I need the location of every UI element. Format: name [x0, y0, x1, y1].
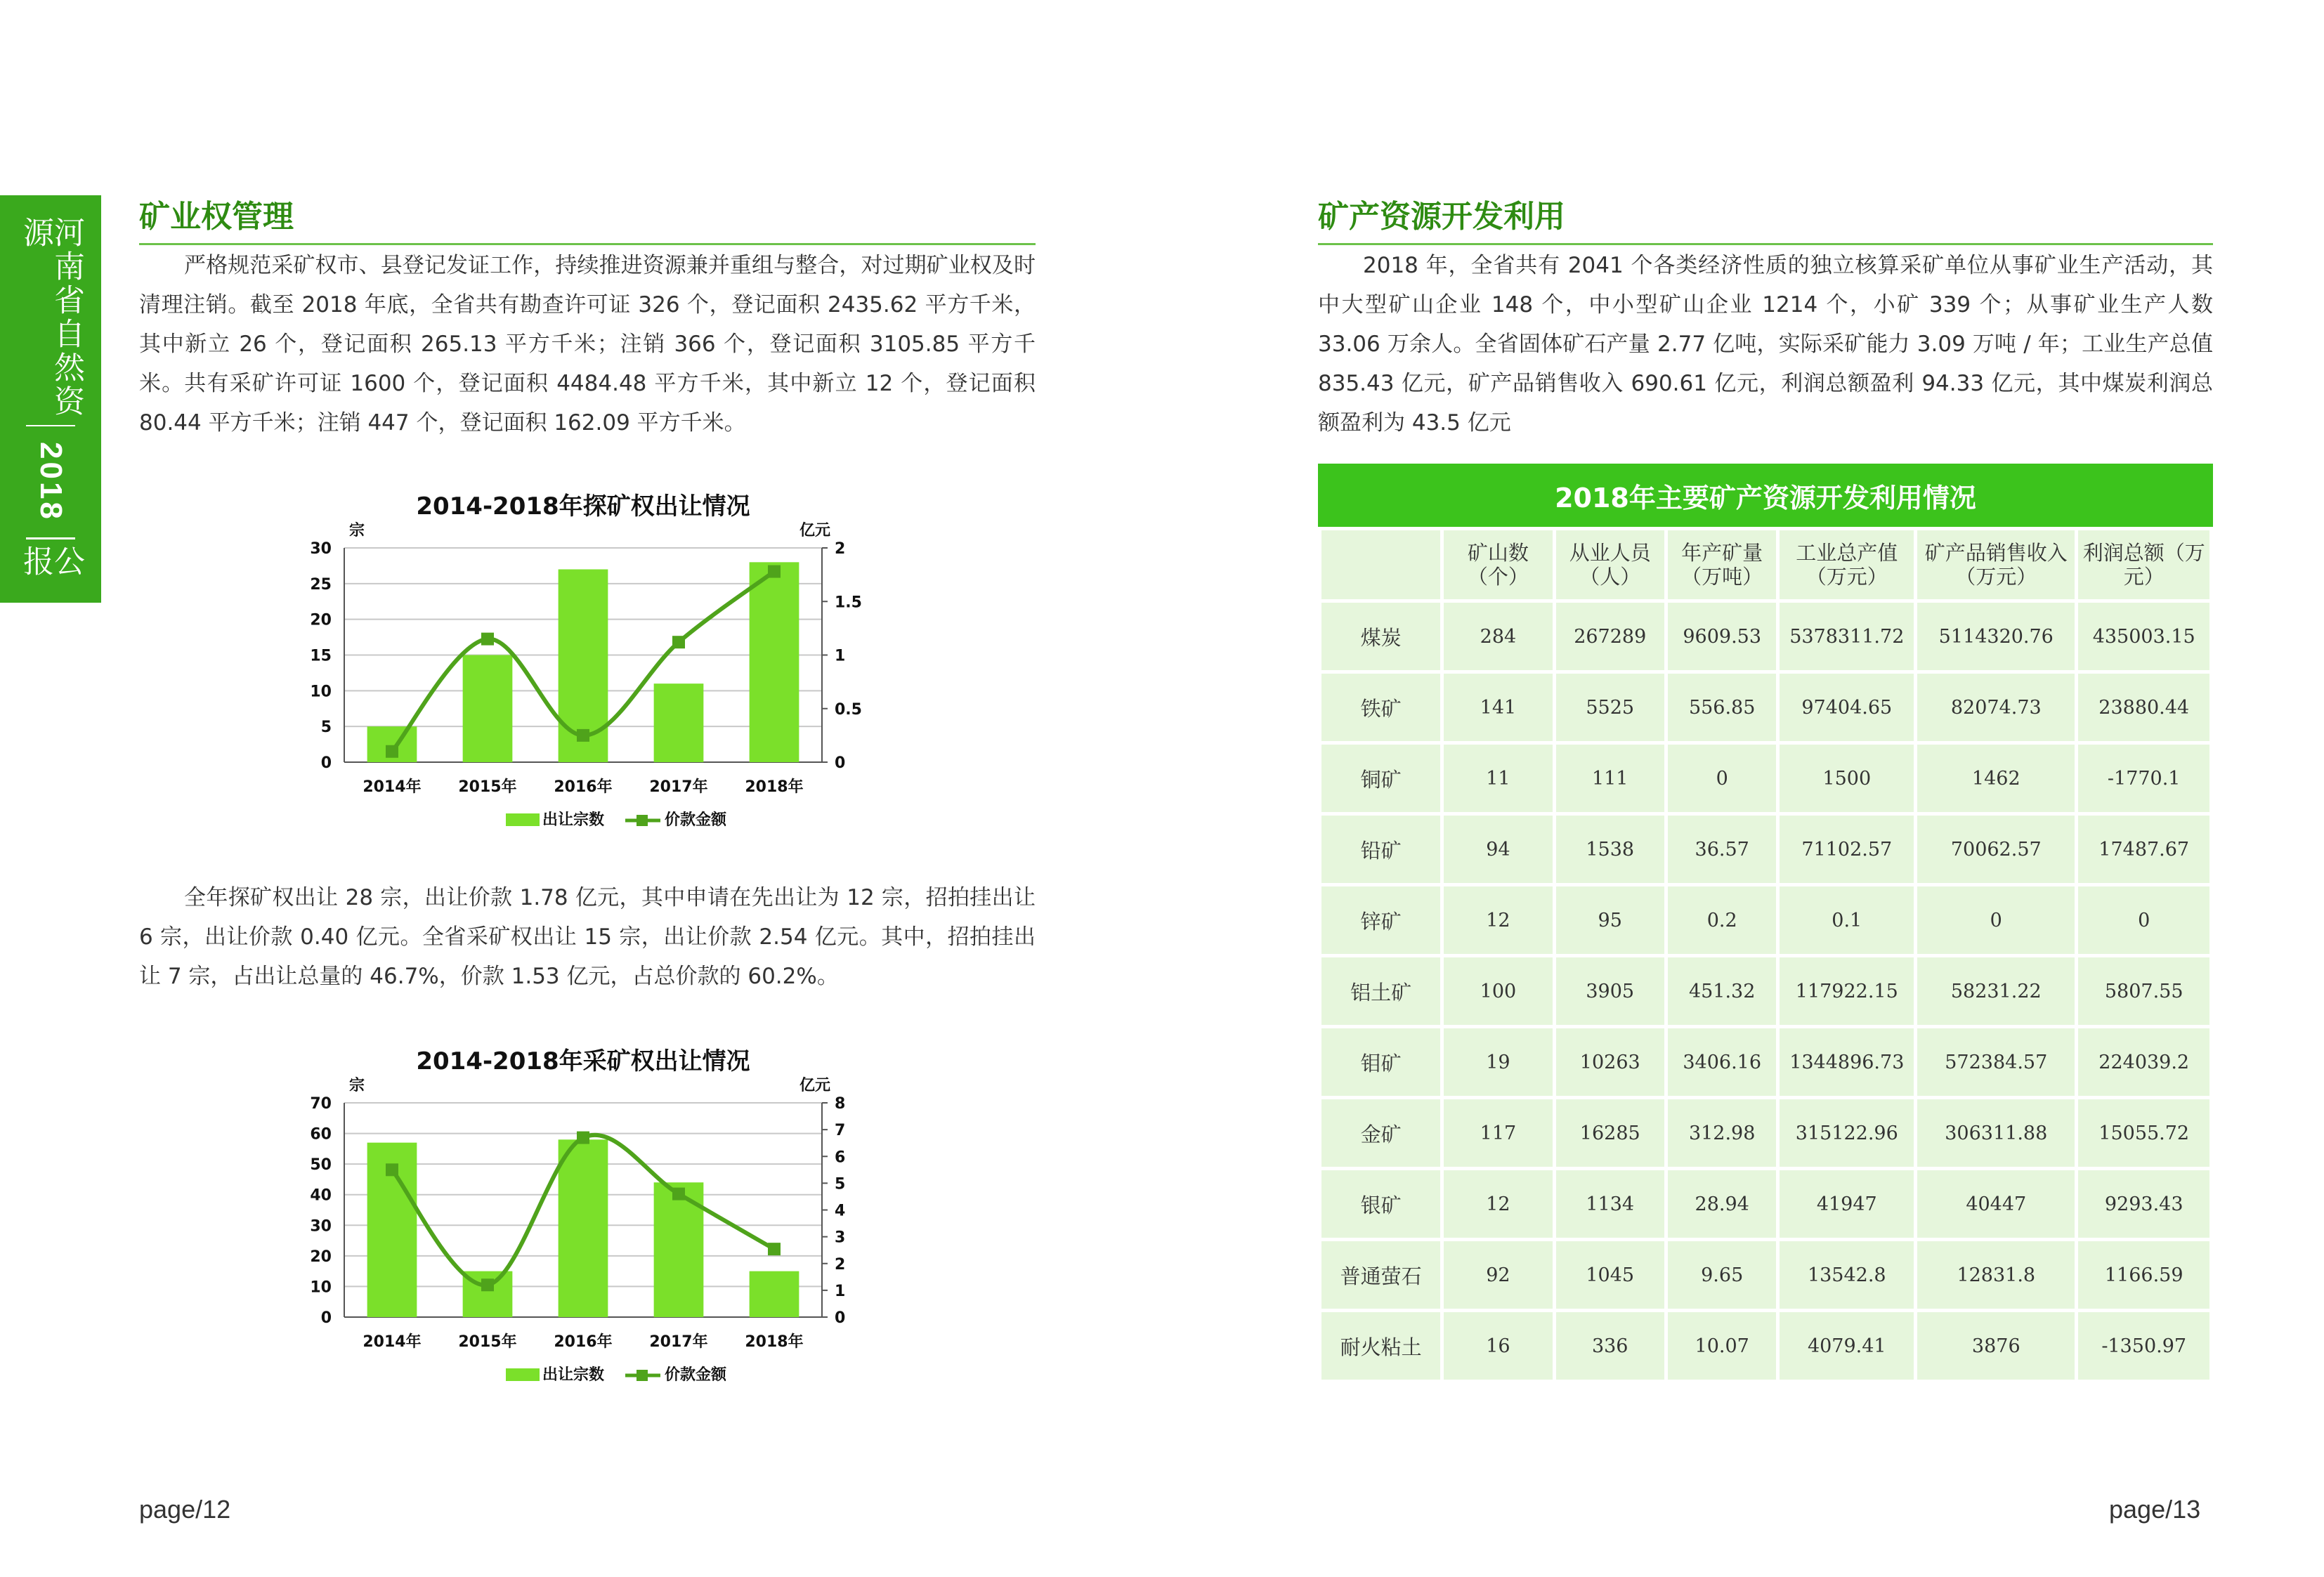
table-cell: 117 — [1442, 1098, 1554, 1169]
table-row-label: 铅矿 — [1320, 814, 1442, 885]
y-right-tick-label: 0.5 — [835, 700, 862, 719]
table-cell: 5525 — [1554, 672, 1666, 743]
table-cell: 1538 — [1554, 814, 1666, 885]
y-left-tick-label: 10 — [310, 683, 332, 701]
y-left-tick-label: 50 — [310, 1156, 332, 1174]
table-cell: 435003.15 — [2077, 601, 2212, 672]
table-cell: 82074.73 — [1916, 672, 2077, 743]
bar-2 — [463, 655, 513, 763]
y-right-tick-label: 3 — [835, 1229, 846, 1247]
table-cell: 92 — [1442, 1240, 1554, 1311]
table-cell: 12831.8 — [1916, 1240, 2077, 1311]
table-cell: 15055.72 — [2077, 1098, 2212, 1169]
table-header-cell: 矿山数（个） — [1442, 529, 1554, 601]
table-cell: 19 — [1442, 1027, 1554, 1098]
table-row — [1320, 1311, 2212, 1382]
table-cell: 0 — [2077, 885, 2212, 956]
y-left-tick-label: 15 — [310, 647, 332, 665]
table-cell: 315122.96 — [1778, 1098, 1916, 1169]
y-right-tick-label: 1 — [835, 647, 846, 665]
table-cell: 9609.53 — [1666, 601, 1778, 672]
table-cell: 13542.8 — [1778, 1240, 1916, 1311]
table-cell: 16285 — [1554, 1098, 1666, 1169]
table-cell: 4079.41 — [1778, 1311, 1916, 1382]
x-tick-label: 2018年 — [745, 1333, 804, 1351]
table-row-label: 钼矿 — [1320, 1027, 1442, 1098]
y-left-tick-label: 20 — [310, 1248, 332, 1266]
table-cell: 1045 — [1554, 1240, 1666, 1311]
line-point-3 — [577, 1132, 589, 1144]
legend-marker-line — [637, 1370, 648, 1381]
table-cell: 1500 — [1778, 743, 1916, 814]
table-cell: 0.2 — [1666, 885, 1778, 956]
y-right-tick-label: 1.5 — [835, 594, 862, 612]
paragraph-resource-utilization: 2018 年，全省共有 2041 个各类经济性质的独立核算采矿单位从事矿业生产活动，其中大型矿山企业 148 个，中小型矿山企业 1214 个，小矿 339 个；从事矿业生产人数 33.06 万余人。全省固体矿石产量 2.77 亿吨，实际采矿能力 3.09 万吨 / 年；工业生产总值 835.43 亿元，矿产品销售收入 690.61 亿元，利润总额盈利 94.33 亿元，其中煤炭利润总额盈利为 43.5 亿元 — [1318, 253, 2213, 436]
line-point-2 — [481, 1278, 494, 1291]
legend-swatch-bar — [506, 813, 540, 826]
table-row — [1320, 743, 2212, 814]
table-cell: 16 — [1442, 1311, 1554, 1382]
table-row — [1320, 956, 2212, 1027]
table-cell: 1134 — [1554, 1169, 1666, 1240]
table-title: 2018年主要矿产资源开发利用情况 — [1318, 464, 2213, 527]
page-number-left: page/12 — [139, 1495, 231, 1524]
x-tick-label: 2018年 — [745, 778, 804, 796]
table-row-label: 铜矿 — [1320, 743, 1442, 814]
table-row — [1320, 1098, 2212, 1169]
y-left-tick-label: 10 — [310, 1278, 332, 1297]
section-title-resource-utilization: 矿产资源开发利用 — [1318, 191, 2213, 245]
x-tick-label: 2016年 — [554, 778, 613, 796]
table-cell: 5378311.72 — [1778, 601, 1916, 672]
legend-swatch-bar — [506, 1368, 540, 1381]
table-cell: 1166.59 — [2077, 1240, 2212, 1311]
y-right-tick-label: 8 — [835, 1095, 846, 1113]
y-left-tick-label: 25 — [310, 575, 332, 594]
table-body — [1320, 601, 2212, 1382]
table-cell: 5114320.76 — [1916, 601, 2077, 672]
y-left-tick-label: 30 — [310, 1217, 332, 1236]
table-cell: 3905 — [1554, 956, 1666, 1027]
table-cell: 3406.16 — [1666, 1027, 1778, 1098]
table-cell: 71102.57 — [1778, 814, 1916, 885]
table-cell: 36.57 — [1666, 814, 1778, 885]
chart-exploration-rights — [295, 485, 899, 864]
bar-3 — [559, 1139, 608, 1317]
table-cell: 40447 — [1916, 1169, 2077, 1240]
table-cell: 141 — [1442, 672, 1554, 743]
mineral-utilization-table — [1318, 527, 2213, 1383]
line-point-1 — [386, 745, 398, 758]
table-row-label: 金矿 — [1320, 1098, 1442, 1169]
chart-exploration-rights-svg — [295, 485, 899, 864]
table-cell: 5807.55 — [2077, 956, 2212, 1027]
table-cell: 12 — [1442, 885, 1554, 956]
side-tab-suffix: 公报 — [18, 544, 84, 579]
table-header-cell: 利润总额（万元） — [2077, 529, 2212, 601]
bar-5 — [750, 562, 799, 762]
y-right-unit-label: 亿元 — [799, 1077, 831, 1094]
chart-mining-rights-svg — [295, 1040, 899, 1419]
table-cell: 58231.22 — [1916, 956, 2077, 1027]
table-row-label: 锌矿 — [1320, 885, 1442, 956]
chart-mining-rights — [295, 1040, 899, 1419]
table-cell: 556.85 — [1666, 672, 1778, 743]
line-point-3 — [577, 729, 589, 742]
side-tab-text: 河南省自然资源 — [18, 216, 84, 419]
line-point-1 — [386, 1163, 398, 1176]
y-left-tick-label: 20 — [310, 611, 332, 629]
chart-title: 2014-2018年采矿权出让情况 — [416, 1047, 750, 1075]
table-row — [1320, 1240, 2212, 1311]
table-cell: 9293.43 — [2077, 1169, 2212, 1240]
table-cell: 117922.15 — [1778, 956, 1916, 1027]
legend-marker-line — [637, 815, 648, 826]
table-cell: 267289 — [1554, 601, 1666, 672]
table-cell: 28.94 — [1666, 1169, 1778, 1240]
table-cell: 3876 — [1916, 1311, 2077, 1382]
x-tick-label: 2017年 — [649, 778, 708, 796]
table-cell: -1770.1 — [2077, 743, 2212, 814]
table-row — [1320, 1169, 2212, 1240]
y-right-tick-label: 4 — [835, 1202, 846, 1220]
table-cell: 111 — [1554, 743, 1666, 814]
y-left-tick-label: 60 — [310, 1125, 332, 1144]
y-left-tick-label: 5 — [320, 719, 332, 737]
table-cell: 94 — [1442, 814, 1554, 885]
paragraph-transfer: 全年探矿权出让 28 宗，出让价款 1.78 亿元，其中申请在先出让为 12 宗，招拍挂出让 6 宗，出让价款 0.40 亿元。全省采矿权出让 15 宗，出让价款 2.54 亿元。其中，招拍挂出让 7 宗，占出让总量的 46.7%，价款 1.53 亿元，占总价款的 60.2%。 — [139, 885, 1036, 989]
table-cell: 0.1 — [1778, 885, 1916, 956]
table-row-label: 煤炭 — [1320, 601, 1442, 672]
table-cell: 572384.57 — [1916, 1027, 2077, 1098]
line-point-4 — [672, 1188, 685, 1200]
table-row — [1320, 885, 2212, 956]
y-left-unit-label: 宗 — [348, 1077, 365, 1094]
table-cell: 0 — [1666, 743, 1778, 814]
x-tick-label: 2016年 — [554, 1333, 613, 1351]
chart-title: 2014-2018年探矿权出让情况 — [416, 492, 750, 521]
bar-4 — [654, 683, 704, 762]
table-header-cell: 工业总产值（万元） — [1778, 529, 1916, 601]
legend-label-bar: 出让宗数 — [542, 1366, 605, 1384]
table-header-cell — [1320, 529, 1442, 601]
table-cell: 1344896.73 — [1778, 1027, 1916, 1098]
legend-label-bar: 出让宗数 — [542, 811, 605, 829]
y-left-tick-label: 0 — [320, 754, 332, 772]
line-point-4 — [672, 636, 685, 648]
table-cell: 10263 — [1554, 1027, 1666, 1098]
y-right-unit-label: 亿元 — [799, 522, 831, 539]
table-cell: 224039.2 — [2077, 1027, 2212, 1098]
bar-5 — [750, 1271, 799, 1317]
table-row — [1320, 672, 2212, 743]
x-tick-label: 2014年 — [363, 778, 422, 796]
table-cell: 451.32 — [1666, 956, 1778, 1027]
table-cell: 41947 — [1778, 1169, 1916, 1240]
y-right-tick-label: 0 — [835, 1309, 846, 1327]
y-right-tick-label: 0 — [835, 754, 846, 772]
table-cell: 11 — [1442, 743, 1554, 814]
table-cell: 0 — [1916, 885, 2077, 956]
table-header-row — [1320, 529, 2212, 601]
table-cell: 100 — [1442, 956, 1554, 1027]
table-cell: 9.65 — [1666, 1240, 1778, 1311]
table-cell: 95 — [1554, 885, 1666, 956]
y-left-unit-label: 宗 — [348, 522, 365, 539]
y-right-tick-label: 6 — [835, 1149, 846, 1167]
section-title-mining-rights: 矿业权管理 — [139, 191, 1036, 245]
table-row — [1320, 1027, 2212, 1098]
table-cell: 12 — [1442, 1169, 1554, 1240]
divider — [26, 537, 75, 539]
legend-label-line: 价款金额 — [665, 1366, 727, 1384]
table-row-label: 耐火粘土 — [1320, 1311, 1442, 1382]
table-cell: 70062.57 — [1916, 814, 2077, 885]
table-row — [1320, 814, 2212, 885]
table-row-label: 普通萤石 — [1320, 1240, 1442, 1311]
legend-label-line: 价款金额 — [665, 811, 727, 829]
table-cell: 17487.67 — [2077, 814, 2212, 885]
table-cell: 23880.44 — [2077, 672, 2212, 743]
table-row-label: 银矿 — [1320, 1169, 1442, 1240]
line-point-5 — [768, 1243, 781, 1255]
table-header-cell: 从业人员（人） — [1554, 529, 1666, 601]
x-tick-label: 2015年 — [458, 1333, 517, 1351]
y-right-tick-label: 2 — [835, 540, 846, 558]
x-tick-label: 2015年 — [458, 778, 517, 796]
side-tab-year: 2018 — [34, 442, 68, 522]
table-cell: 306311.88 — [1916, 1098, 2077, 1169]
x-tick-label: 2014年 — [363, 1333, 422, 1351]
table-cell: 97404.65 — [1778, 672, 1916, 743]
line-point-5 — [768, 565, 781, 578]
table-cell: -1350.97 — [2077, 1311, 2212, 1382]
side-tab — [0, 195, 101, 603]
y-left-tick-label: 40 — [310, 1186, 332, 1205]
y-left-tick-label: 30 — [310, 540, 332, 558]
table-cell: 284 — [1442, 601, 1554, 672]
page-number-right: page/13 — [2109, 1495, 2201, 1524]
y-right-tick-label: 1 — [835, 1282, 846, 1300]
table-header-cell: 年产矿量（万吨） — [1666, 529, 1778, 601]
table-row-label: 铁矿 — [1320, 672, 1442, 743]
divider — [26, 425, 75, 427]
y-left-tick-label: 70 — [310, 1095, 332, 1113]
table-cell: 312.98 — [1666, 1098, 1778, 1169]
x-tick-label: 2017年 — [649, 1333, 708, 1351]
y-right-tick-label: 2 — [835, 1255, 846, 1274]
paragraph-mining-rights: 严格规范采矿权市、县登记发证工作，持续推进资源兼并重组与整合，对过期矿业权及时清理注销。截至 2018 年底，全省共有勘查许可证 326 个，登记面积 2435.62 平方千米，其中新立 26 个，登记面积 265.13 平方千米；注销 366 个，登记面积 3105.85 平方千米。共有采矿许可证 1600 个，登记面积 4484.48 平方千米，其中新立 12 个，登记面积 80.44 平方千米；注销 447 个，登记面积 162.09 平方千米。 — [139, 253, 1036, 436]
table-row — [1320, 601, 2212, 672]
y-right-tick-label: 7 — [835, 1122, 846, 1140]
y-right-tick-label: 5 — [835, 1175, 846, 1193]
table-cell: 336 — [1554, 1311, 1666, 1382]
table-row-label: 铝土矿 — [1320, 956, 1442, 1027]
table-cell: 1462 — [1916, 743, 2077, 814]
table-header-cell: 矿产品销售收入（万元） — [1916, 529, 2077, 601]
table-cell: 10.07 — [1666, 1311, 1778, 1382]
y-left-tick-label: 0 — [320, 1309, 332, 1327]
line-point-2 — [481, 633, 494, 646]
